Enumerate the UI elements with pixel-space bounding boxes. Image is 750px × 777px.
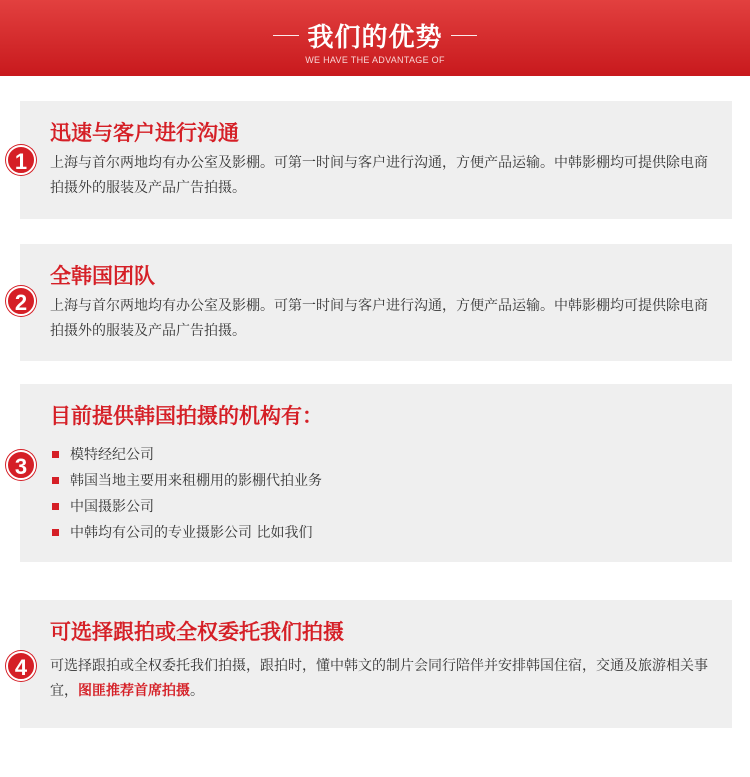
- list-item-label: 中国摄影公司: [70, 499, 154, 515]
- list-item: [52, 442, 322, 468]
- number-badge-2: 2: [6, 286, 36, 316]
- advantage-card-4: [20, 600, 732, 728]
- card-title: 全韩国团队: [50, 264, 155, 288]
- institution-list: [52, 442, 322, 546]
- number-badge-3: 3: [6, 450, 36, 480]
- number-badge-1: 1: [6, 145, 36, 175]
- list-item: [52, 494, 322, 520]
- bullet-square-icon: [52, 503, 59, 510]
- advantage-card-2: [20, 244, 732, 361]
- card-title: 目前提供韩国拍摄的机构有：: [50, 404, 323, 428]
- description-text: 可选择跟拍或全权委托我们拍摄，跟拍时，懂中韩文的制片会同行陪伴并安排韩国住宿，交通及旅游相关事宜，: [50, 658, 708, 699]
- description-end: 。: [190, 683, 204, 699]
- bullet-square-icon: [52, 451, 59, 458]
- card-description: 上海与首尔两地均有办公室及影棚。可第一时间与客户进行沟通，方便产品运输。中韩影棚均可提供除电商拍摄外的服装及产品广告拍摄。: [50, 298, 708, 339]
- card-title: 迅速与客户进行沟通: [50, 121, 239, 145]
- list-item-label: 中韩均有公司的专业摄影公司 比如我们: [70, 525, 313, 541]
- bullet-square-icon: [52, 529, 59, 536]
- title-dash-right: [451, 35, 477, 36]
- bullet-square-icon: [52, 477, 59, 484]
- advantage-card-1: [20, 101, 732, 219]
- card-title: 可选择跟拍或全权委托我们拍摄: [50, 620, 344, 644]
- page-title: 我们的优势: [307, 22, 443, 53]
- page-subtitle: WE HAVE THE ADVANTAGE OF: [305, 55, 445, 65]
- list-item: [52, 520, 322, 546]
- list-item-label: 韩国当地主要用来租棚用的影棚代拍业务: [70, 473, 322, 489]
- card-description: 上海与首尔两地均有办公室及影棚。可第一时间与客户进行沟通，方便产品运输。中韩影棚均可提供除电商拍摄外的服装及产品广告拍摄。: [50, 155, 708, 196]
- advantage-card-3: [20, 384, 732, 562]
- card-description: [50, 654, 720, 704]
- list-item: [52, 468, 322, 494]
- list-item-label: 模特经纪公司: [70, 447, 154, 463]
- header-banner: [0, 0, 750, 76]
- title-dash-left: [273, 35, 299, 36]
- banner-title-row: [0, 18, 750, 52]
- number-badge-4: 4: [6, 651, 36, 681]
- highlight-text: 图匪推荐首席拍摄: [78, 683, 190, 699]
